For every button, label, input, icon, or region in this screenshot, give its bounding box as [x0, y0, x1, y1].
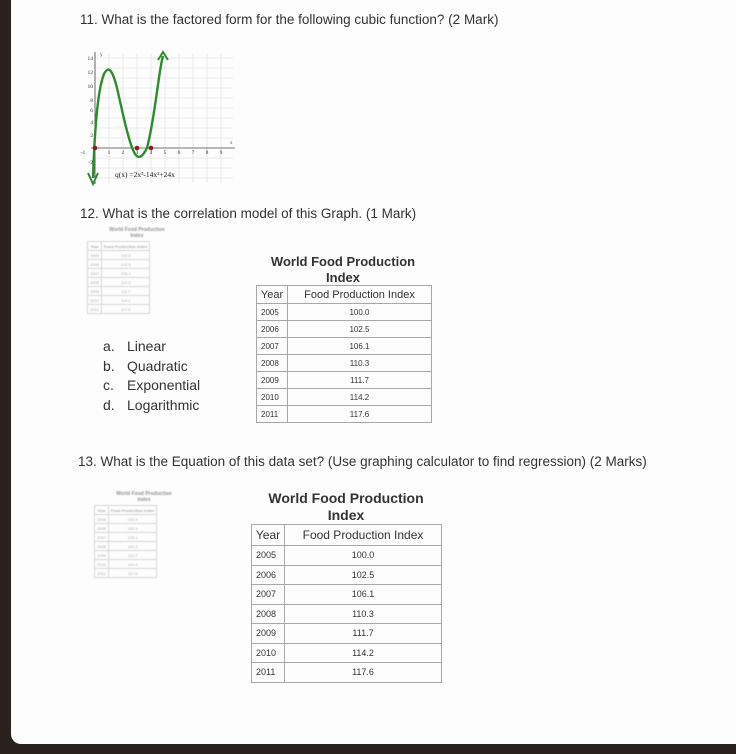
choice-label: Linear — [127, 338, 166, 354]
x-tick: 7 — [191, 150, 195, 156]
thumb-cell: 111.7 — [101, 287, 150, 296]
cell-value: 102.5 — [288, 321, 432, 338]
table-title-line2: Index — [327, 506, 365, 523]
thumb-col-index: Food Production Index — [101, 242, 150, 251]
x-tick: 9 — [219, 150, 223, 156]
x-tick: 8 — [205, 150, 209, 156]
choice-label: Exponential — [127, 377, 201, 393]
data-table-2 — [251, 524, 442, 683]
cell-value: 117.6 — [285, 663, 442, 683]
col-header-index: Food Production Index — [285, 525, 442, 546]
thumb-cell: 117.6 — [101, 305, 150, 314]
thumb-cell: 2007 — [88, 269, 102, 278]
cell-year: 2006 — [257, 321, 288, 338]
choice-label: Logarithmic — [127, 396, 200, 413]
choice-b[interactable] — [103, 357, 200, 377]
col-header-index: Food Production Index — [288, 286, 432, 304]
y-tick: 12 — [87, 70, 93, 76]
worksheet-page — [11, 0, 736, 744]
function-label: q(x) =2x³-14x²+24x — [115, 170, 175, 179]
thumb-cell: 2005 — [88, 251, 102, 260]
cubic-function-graph — [73, 48, 238, 188]
thumb-cell: 2005 — [95, 515, 109, 524]
col-header-year: Year — [252, 525, 285, 546]
cell-value: 106.1 — [285, 585, 442, 605]
choice-label: Quadratic — [127, 357, 188, 374]
thumb-cell: 102.5 — [101, 260, 150, 269]
x-tick: 6 — [177, 150, 181, 156]
cell-value: 110.3 — [285, 604, 442, 624]
thumb-cell: 2009 — [88, 287, 102, 296]
blurred-table-thumbnail-2 — [94, 491, 194, 578]
cell-year: 2010 — [252, 643, 285, 663]
answer-choices — [103, 337, 200, 415]
blurred-table-thumbnail — [87, 227, 187, 314]
thumb-cell: 2011 — [95, 569, 109, 578]
cell-year: 2011 — [257, 406, 288, 423]
cell-year: 2009 — [257, 372, 288, 389]
thumb-table — [94, 505, 157, 578]
choice-letter: a. — [103, 338, 115, 354]
thumb-cell: 2006 — [88, 260, 102, 269]
thumb-cell: 110.3 — [108, 542, 157, 551]
root-point — [93, 146, 98, 151]
y-tick: 14 — [87, 56, 93, 62]
root-point — [149, 146, 154, 151]
cell-year: 2007 — [252, 585, 285, 605]
y-axis-label: y — [100, 53, 103, 58]
thumb-cell: 111.7 — [108, 551, 157, 560]
cell-year: 2007 — [257, 338, 288, 355]
col-header-year: Year — [257, 286, 288, 304]
thumb-title-2: Index — [137, 497, 151, 503]
thumb-cell: 2010 — [88, 296, 102, 305]
x-tick: 4 — [149, 150, 153, 156]
thumb-cell: 106.1 — [101, 269, 150, 278]
thumb-table — [87, 241, 150, 314]
cell-value: 111.7 — [288, 372, 432, 389]
cell-value: 102.5 — [285, 565, 442, 585]
y-tick: 6 — [90, 108, 93, 114]
y-tick: -2 — [88, 160, 93, 166]
table-title — [263, 254, 423, 285]
choice-letter: c. — [103, 377, 114, 393]
choice-letter: d. — [103, 396, 115, 413]
cell-value: 100.0 — [288, 304, 432, 321]
table-title-line1: World Food Production — [268, 490, 424, 506]
y-tick: 4 — [90, 120, 93, 126]
data-table — [256, 285, 432, 423]
table-title-line1: World Food Production — [270, 254, 416, 269]
thumb-cell: 106.1 — [108, 533, 157, 542]
cell-value: 114.2 — [285, 643, 442, 663]
cell-value: 117.6 — [288, 406, 432, 423]
choice-a[interactable] — [103, 337, 200, 357]
thumb-cell: 2006 — [95, 524, 109, 533]
x-tick: 5 — [163, 150, 167, 156]
thumb-cell: 110.3 — [101, 278, 150, 287]
thumb-cell: 117.6 — [108, 569, 157, 578]
question-11: 11. What is the factored form for the following cubic function? (2 Mark) — [80, 12, 499, 27]
cell-year: 2011 — [252, 663, 285, 683]
thumb-col-year: Year — [95, 506, 109, 515]
thumb-title: World Food Production — [109, 227, 165, 233]
cell-year: 2008 — [252, 604, 285, 624]
thumb-cell: 2009 — [95, 551, 109, 560]
table-title-2 — [252, 490, 440, 524]
thumb-cell: 100.0 — [108, 515, 157, 524]
cell-year: 2008 — [257, 355, 288, 372]
cell-year: 2006 — [252, 565, 285, 585]
thumb-col-year: Year — [88, 242, 102, 251]
table-title-line2: Index — [326, 269, 360, 285]
cell-value: 114.2 — [288, 389, 432, 406]
question-13: 13. What is the Equation of this data set? (Use graphing calculator to find regression) (2 Marks) — [78, 454, 647, 469]
cell-value: 106.1 — [288, 338, 432, 355]
choice-letter: b. — [103, 357, 115, 374]
y-tick: 2 — [90, 133, 93, 139]
cell-year: 2005 — [252, 546, 285, 566]
x-axis-label: x — [230, 141, 233, 146]
cell-year: 2009 — [252, 624, 285, 644]
y-tick: 8 — [90, 98, 93, 104]
thumb-col-index: Food Production Index — [108, 506, 157, 515]
x-tick: 2 — [121, 150, 125, 156]
y-tick: 10 — [87, 84, 93, 90]
x-tick: 1 — [107, 150, 111, 156]
thumb-cell: 102.5 — [108, 524, 157, 533]
thumb-cell: 2007 — [95, 533, 109, 542]
thumb-cell: 2008 — [95, 542, 109, 551]
thumb-title: World Food Production — [116, 491, 172, 497]
thumb-title-2: Index — [130, 233, 144, 239]
cell-year: 2005 — [257, 304, 288, 321]
thumb-cell: 2008 — [88, 278, 102, 287]
cubic-curve — [93, 56, 163, 178]
cell-value: 111.7 — [285, 624, 442, 644]
question-12: 12. What is the correlation model of this Graph. (1 Mark) — [80, 206, 417, 221]
grid — [95, 53, 233, 183]
thumb-cell: 114.2 — [101, 296, 150, 305]
cell-value: 100.0 — [285, 546, 442, 566]
choice-c[interactable] — [103, 376, 200, 396]
cell-value: 110.3 — [288, 355, 432, 372]
x-tick: 3 — [135, 150, 139, 156]
x-tick: -1 — [80, 150, 86, 156]
thumb-cell: 100.0 — [101, 251, 150, 260]
thumb-cell: 2011 — [88, 305, 102, 314]
cell-year: 2010 — [257, 389, 288, 406]
thumb-cell: 2010 — [95, 560, 109, 569]
root-point — [135, 146, 140, 151]
choice-d[interactable] — [103, 396, 200, 416]
thumb-cell: 114.2 — [108, 560, 157, 569]
